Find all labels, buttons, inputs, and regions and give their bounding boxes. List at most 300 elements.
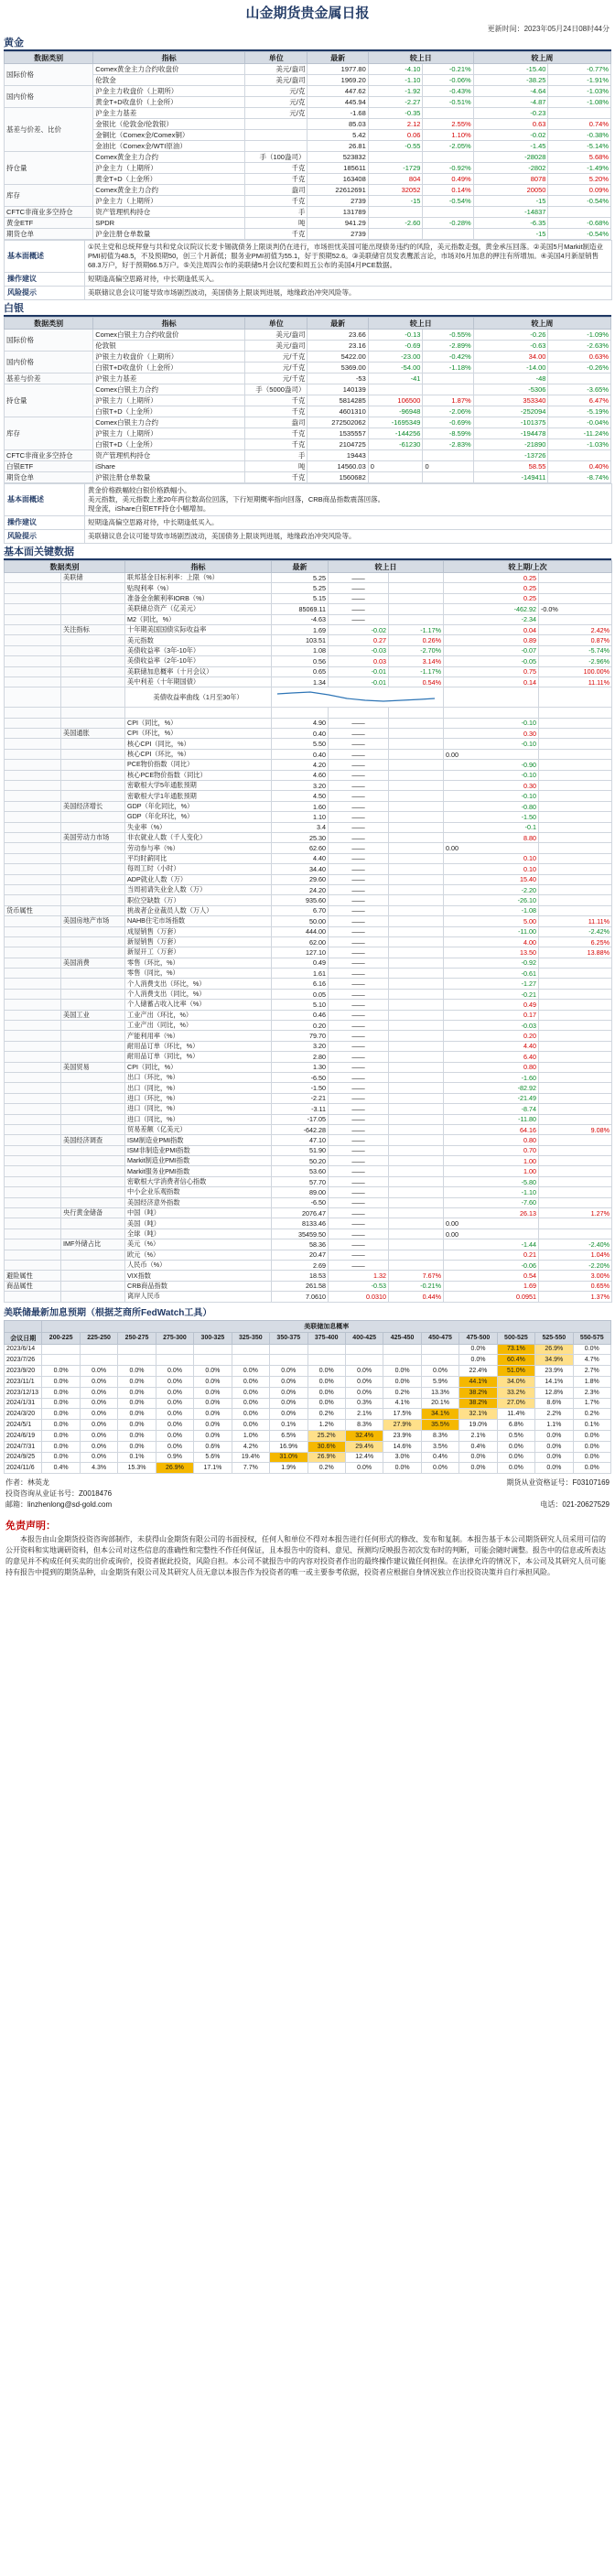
probability-cell: 0.0% bbox=[42, 1430, 80, 1441]
table-row bbox=[5, 1145, 612, 1155]
probability-cell: 0.0% bbox=[308, 1398, 345, 1409]
latest-value: 50.00 bbox=[272, 916, 329, 926]
probability-cell: 0.0% bbox=[459, 1463, 497, 1474]
latest-value: 62.60 bbox=[272, 843, 329, 853]
probability-cell bbox=[308, 1355, 345, 1366]
fedwatch-column-header: 425-450 bbox=[383, 1332, 421, 1344]
latest-value: -1.68 bbox=[308, 108, 368, 119]
indicator-name: 个人消费支出（环比，%） bbox=[125, 979, 272, 989]
email-link[interactable]: 邮箱：linzhenlong@sd-gold.com bbox=[5, 1500, 113, 1510]
subcategory bbox=[61, 1145, 125, 1155]
table-row bbox=[5, 1218, 612, 1228]
category bbox=[5, 573, 61, 583]
week-change-pct: 0.09% bbox=[548, 185, 611, 196]
unit: 美元/盎司 bbox=[244, 341, 308, 352]
latest-value: 3.4 bbox=[272, 822, 329, 832]
category bbox=[5, 781, 61, 791]
fedwatch-column-header: 475-500 bbox=[459, 1332, 497, 1344]
subcategory: 美国工业 bbox=[61, 1010, 125, 1020]
unit: 千克 bbox=[244, 174, 308, 185]
probability-cell: 0.0% bbox=[80, 1452, 117, 1463]
period-change: 0.10 bbox=[444, 864, 539, 874]
week-change: -149411 bbox=[473, 472, 548, 483]
probability-cell: 13.3% bbox=[421, 1387, 459, 1398]
probability-cell: 0.0% bbox=[232, 1398, 269, 1409]
period-change: 1.69 bbox=[444, 1281, 539, 1291]
period-change: -5.80 bbox=[444, 1176, 539, 1186]
probability-cell bbox=[118, 1344, 156, 1355]
probability-cell: 0.4% bbox=[42, 1463, 80, 1474]
period-change: -2.20 bbox=[444, 884, 539, 894]
group-label: 白银ETF bbox=[5, 461, 93, 472]
blank-cell bbox=[444, 687, 539, 708]
indicator-name: 失业率（%） bbox=[125, 822, 272, 832]
probability-cell: 0.0% bbox=[80, 1376, 117, 1387]
day-change-pct: -2.70% bbox=[389, 645, 444, 655]
day-change: —— bbox=[329, 812, 389, 822]
subcategory: 央行黄金储备 bbox=[61, 1208, 125, 1218]
day-change: -1695349 bbox=[368, 417, 423, 428]
indicator-name: 沪银注册仓单数量 bbox=[93, 472, 245, 483]
probability-cell bbox=[383, 1355, 421, 1366]
latest-value: -2.21 bbox=[272, 1093, 329, 1103]
note-label: 基本面概述 bbox=[5, 241, 85, 273]
latest-value: 34.40 bbox=[272, 864, 329, 874]
day-change: -144256 bbox=[368, 428, 423, 439]
latest-value: 5.25 bbox=[272, 583, 329, 593]
subcategory bbox=[61, 884, 125, 894]
table-row bbox=[5, 1156, 612, 1166]
indicator-name: 美国（吨） bbox=[125, 1218, 272, 1228]
day-change: -1.10 bbox=[368, 75, 423, 86]
day-change bbox=[368, 384, 423, 395]
indicator-name: 美债收益率（3年-10年） bbox=[125, 645, 272, 655]
table-row bbox=[5, 843, 612, 853]
latest-value: 25.30 bbox=[272, 832, 329, 842]
probability-cell: 0.0% bbox=[232, 1376, 269, 1387]
subcategory bbox=[61, 822, 125, 832]
day-change: —— bbox=[329, 760, 389, 770]
probability-cell: 0.0% bbox=[459, 1355, 497, 1366]
latest-value: 4.90 bbox=[272, 718, 329, 728]
group-label: 国际价格 bbox=[5, 64, 93, 86]
category bbox=[5, 947, 61, 958]
note-row bbox=[5, 241, 612, 273]
probability-cell: 0.0% bbox=[156, 1420, 193, 1431]
column-header: 最新 bbox=[272, 561, 329, 573]
day-change-pct bbox=[389, 708, 444, 718]
subcategory bbox=[61, 1000, 125, 1010]
latest-value: 1.30 bbox=[272, 1062, 329, 1072]
indicator-name: ISM制造业PMI指数 bbox=[125, 1135, 272, 1145]
period-change: 0.00 bbox=[444, 1218, 539, 1228]
day-change: —— bbox=[329, 936, 389, 947]
subcategory bbox=[61, 936, 125, 947]
category bbox=[5, 1250, 61, 1260]
fedwatch-column-header: 550-575 bbox=[573, 1332, 610, 1344]
category bbox=[5, 832, 61, 842]
category bbox=[5, 666, 61, 676]
subcategory bbox=[61, 1281, 125, 1291]
table-row bbox=[5, 770, 612, 780]
period-change-pct bbox=[539, 1010, 612, 1020]
period-change-pct bbox=[539, 905, 612, 915]
unit: 元/克 bbox=[244, 97, 308, 108]
table-row bbox=[5, 874, 612, 884]
indicator-name: 零售（同比，%） bbox=[125, 969, 272, 979]
indicator-name: 资产管理机构持仓 bbox=[93, 207, 245, 218]
fedwatch-row bbox=[5, 1376, 611, 1387]
latest-value: 1.10 bbox=[272, 812, 329, 822]
day-change: —— bbox=[329, 1083, 389, 1093]
indicator-name: 十年期美国国债实际收益率 bbox=[125, 624, 272, 634]
subcategory bbox=[61, 864, 125, 874]
group-label: CFTC非商业多空持仓 bbox=[5, 207, 93, 218]
day-change-pct bbox=[389, 1176, 444, 1186]
probability-cell bbox=[421, 1344, 459, 1355]
note-label: 操作建议 bbox=[5, 516, 85, 530]
probability-cell: 2.2% bbox=[535, 1409, 573, 1420]
probability-cell: 0.0% bbox=[573, 1430, 610, 1441]
latest-value: 941.29 bbox=[308, 218, 368, 229]
day-change: —— bbox=[329, 1250, 389, 1260]
latest-value: 0.20 bbox=[272, 1021, 329, 1031]
probability-cell bbox=[156, 1355, 193, 1366]
table-row bbox=[5, 406, 611, 417]
probability-cell: 0.0% bbox=[308, 1387, 345, 1398]
day-change: —— bbox=[329, 1031, 389, 1041]
table-row bbox=[5, 656, 612, 666]
table-row bbox=[5, 853, 612, 863]
unit: 元/千克 bbox=[244, 363, 308, 373]
probability-cell: 16.9% bbox=[270, 1441, 308, 1452]
probability-cell: 34.1% bbox=[421, 1409, 459, 1420]
probability-cell: 2.3% bbox=[573, 1387, 610, 1398]
note-row bbox=[5, 287, 612, 300]
unit: 千克 bbox=[244, 395, 308, 406]
category bbox=[5, 979, 61, 989]
subcategory: 美国贸易 bbox=[61, 1062, 125, 1072]
indicator-name: 出口（环比，%） bbox=[125, 1072, 272, 1082]
indicator-name: 美元指数 bbox=[125, 635, 272, 645]
latest-value: 5422.00 bbox=[308, 352, 368, 363]
period-change-pct bbox=[539, 958, 612, 968]
day-change-pct: -0.06% bbox=[423, 75, 473, 86]
category bbox=[5, 801, 61, 811]
day-change: -0.13 bbox=[368, 330, 423, 341]
day-change-pct bbox=[389, 1218, 444, 1228]
note-row bbox=[5, 484, 612, 516]
probability-cell: 0.0% bbox=[459, 1344, 497, 1355]
period-change-pct: -2.96% bbox=[539, 656, 612, 666]
probability-cell: 0.0% bbox=[383, 1376, 421, 1387]
column-header: 较上周 bbox=[473, 318, 610, 330]
fedwatch-row bbox=[5, 1366, 611, 1377]
probability-cell: 0.0% bbox=[497, 1452, 534, 1463]
subcategory bbox=[61, 926, 125, 936]
week-change-pct: -1.03% bbox=[548, 439, 611, 450]
probability-cell: 0.0% bbox=[80, 1366, 117, 1377]
probability-cell: 0.0% bbox=[194, 1398, 232, 1409]
latest-value: 127.10 bbox=[272, 947, 329, 958]
table-row bbox=[5, 781, 612, 791]
probability-cell: 0.0% bbox=[232, 1387, 269, 1398]
table-row bbox=[5, 352, 611, 363]
table-row bbox=[5, 895, 612, 905]
table-row bbox=[5, 163, 611, 174]
unit: 盎司 bbox=[244, 417, 308, 428]
day-change: —— bbox=[329, 729, 389, 739]
blank-cell bbox=[539, 687, 612, 708]
subcategory bbox=[61, 614, 125, 624]
probability-cell: 0.0% bbox=[535, 1441, 573, 1452]
unit bbox=[244, 141, 308, 152]
period-change: 1.00 bbox=[444, 1156, 539, 1166]
period-change: 0.70 bbox=[444, 1145, 539, 1155]
day-change: —— bbox=[329, 864, 389, 874]
probability-cell: 20.1% bbox=[421, 1398, 459, 1409]
day-change-pct: -0.21% bbox=[423, 64, 473, 75]
silver-section-title: 白银 bbox=[4, 302, 611, 317]
table-row bbox=[5, 729, 612, 739]
table-row bbox=[5, 450, 611, 461]
subcategory bbox=[61, 656, 125, 666]
period-change-pct bbox=[539, 1072, 612, 1082]
probability-cell: 22.4% bbox=[459, 1366, 497, 1377]
period-change-pct bbox=[539, 843, 612, 853]
week-change: -13726 bbox=[473, 450, 548, 461]
day-change-pct: -2.05% bbox=[423, 141, 473, 152]
period-change-pct bbox=[539, 969, 612, 979]
probability-cell: 1.9% bbox=[270, 1463, 308, 1474]
probability-cell: 19.0% bbox=[459, 1420, 497, 1431]
yield-curve-line bbox=[277, 692, 435, 701]
indicator-name: 平均时薪同比 bbox=[125, 853, 272, 863]
period-change: 0.00 bbox=[444, 843, 539, 853]
latest-value: 5.50 bbox=[272, 739, 329, 749]
latest-value: 3.20 bbox=[272, 1041, 329, 1051]
probability-cell: 38.2% bbox=[459, 1398, 497, 1409]
probability-cell: 0.0% bbox=[42, 1376, 80, 1387]
day-change: -0.55 bbox=[368, 141, 423, 152]
probability-cell: 2.1% bbox=[345, 1409, 383, 1420]
group-label: 期货仓单 bbox=[5, 472, 93, 483]
report-title: 山金期货贵金属日报 bbox=[245, 5, 370, 21]
latest-value: -642.28 bbox=[272, 1124, 329, 1134]
period-change-pct: 0.87% bbox=[539, 635, 612, 645]
probability-cell: 30.6% bbox=[308, 1441, 345, 1452]
table-row bbox=[5, 832, 612, 842]
day-change-pct bbox=[389, 760, 444, 770]
day-change: —— bbox=[329, 884, 389, 894]
table-row bbox=[5, 461, 611, 472]
probability-cell: 0.0% bbox=[270, 1387, 308, 1398]
indicator-name: 离岸人民币 bbox=[125, 1292, 272, 1302]
latest-value: 1535557 bbox=[308, 428, 368, 439]
table-row bbox=[5, 1271, 612, 1281]
period-change: -11.00 bbox=[444, 926, 539, 936]
day-change-pct bbox=[389, 593, 444, 603]
probability-cell: 0.0% bbox=[80, 1409, 117, 1420]
period-change: 0.30 bbox=[444, 781, 539, 791]
table-row bbox=[5, 472, 611, 483]
week-change-pct: -2.63% bbox=[548, 341, 611, 352]
latest-value: 23.16 bbox=[308, 341, 368, 352]
day-change: —— bbox=[329, 770, 389, 780]
probability-cell: 0.0% bbox=[308, 1376, 345, 1387]
subcategory bbox=[61, 1083, 125, 1093]
week-change: 58.55 bbox=[473, 461, 548, 472]
silver-table bbox=[4, 317, 611, 483]
period-change-pct bbox=[539, 874, 612, 884]
table-row bbox=[5, 373, 611, 384]
day-change: -0.69 bbox=[368, 341, 423, 352]
day-change-pct bbox=[389, 1041, 444, 1051]
probability-cell: 0.0% bbox=[118, 1376, 156, 1387]
day-change-pct: -2.06% bbox=[423, 406, 473, 417]
period-change: 0.17 bbox=[444, 1010, 539, 1020]
period-change-pct bbox=[539, 989, 612, 999]
probability-cell: 1.7% bbox=[573, 1398, 610, 1409]
indicator-name: 密歇根大学1年通胀预期 bbox=[125, 791, 272, 801]
probability-cell: 0.0% bbox=[270, 1366, 308, 1377]
indicator-name: 联邦基金目标利率：上限（%） bbox=[125, 573, 272, 583]
latest-value: 1.60 bbox=[272, 801, 329, 811]
period-change-pct bbox=[539, 1218, 612, 1228]
week-change: -0.02 bbox=[473, 130, 548, 141]
probability-cell: 0.4% bbox=[459, 1441, 497, 1452]
subcategory: 美国消费 bbox=[61, 958, 125, 968]
latest-value: -6.50 bbox=[272, 1197, 329, 1207]
table-row bbox=[5, 363, 611, 373]
indicator-name: 进口（环比，%） bbox=[125, 1093, 272, 1103]
table-row bbox=[5, 905, 612, 915]
period-change: 6.40 bbox=[444, 1052, 539, 1062]
category bbox=[5, 749, 61, 759]
probability-cell: 17.5% bbox=[383, 1409, 421, 1420]
meeting-date: 2023/6/14 bbox=[5, 1344, 42, 1355]
probability-cell: 0.4% bbox=[421, 1452, 459, 1463]
probability-cell: 0.0% bbox=[194, 1430, 232, 1441]
probability-cell: 7.7% bbox=[232, 1463, 269, 1474]
indicator-name: 美元（%） bbox=[125, 1239, 272, 1250]
week-change-pct: 5.68% bbox=[548, 152, 611, 163]
latest-value: 2.69 bbox=[272, 1261, 329, 1271]
probability-cell: 4.7% bbox=[573, 1355, 610, 1366]
day-change-pct bbox=[389, 1093, 444, 1103]
subcategory bbox=[61, 635, 125, 645]
table-row bbox=[5, 979, 612, 989]
column-header: 较上日 bbox=[368, 318, 473, 330]
column-header: 较上周 bbox=[473, 52, 610, 64]
indicator-name: 准备金余额利率IORB（%） bbox=[125, 593, 272, 603]
day-change-pct bbox=[423, 108, 473, 119]
subcategory bbox=[61, 1292, 125, 1302]
subcategory bbox=[61, 1114, 125, 1124]
indicator-name: 耐用品订单（同比，%） bbox=[125, 1052, 272, 1062]
day-change: -4.10 bbox=[368, 64, 423, 75]
probability-cell: 33.2% bbox=[497, 1387, 534, 1398]
indicator-name: Comex黄金主力合约 bbox=[93, 185, 245, 196]
probability-cell: 32.4% bbox=[345, 1430, 383, 1441]
period-change-pct bbox=[539, 1176, 612, 1186]
period-change: 0.54 bbox=[444, 1271, 539, 1281]
probability-cell: 0.0% bbox=[345, 1463, 383, 1474]
day-change-pct: 0.26% bbox=[389, 635, 444, 645]
category bbox=[5, 1062, 61, 1072]
day-change: —— bbox=[329, 614, 389, 624]
gold-table bbox=[4, 51, 611, 240]
meeting-date: 2024/11/6 bbox=[5, 1463, 42, 1474]
day-change-pct bbox=[389, 812, 444, 822]
latest-value: 85.03 bbox=[308, 119, 368, 130]
day-change: -0.01 bbox=[329, 666, 389, 676]
indicator-name: M2（同比，%） bbox=[125, 614, 272, 624]
indicator-name: 美国经济意外指数 bbox=[125, 1197, 272, 1207]
period-change: -0.61 bbox=[444, 969, 539, 979]
table-row bbox=[5, 760, 612, 770]
author: 作者：林英龙 bbox=[5, 1478, 49, 1488]
indicator-name: 沪金主力（上期所） bbox=[93, 196, 245, 207]
day-change: —— bbox=[329, 1052, 389, 1062]
category bbox=[5, 791, 61, 801]
week-change-pct: -1.03% bbox=[548, 86, 611, 97]
subcategory bbox=[61, 989, 125, 999]
latest-value: -4.63 bbox=[272, 614, 329, 624]
day-change: —— bbox=[329, 947, 389, 958]
indicator-name: 零售（环比，%） bbox=[125, 958, 272, 968]
category bbox=[5, 1261, 61, 1271]
table-row bbox=[5, 936, 612, 947]
column-header: 最新 bbox=[308, 52, 368, 64]
meeting-date: 2024/5/1 bbox=[5, 1420, 42, 1431]
week-change: -21890 bbox=[473, 439, 548, 450]
table-row bbox=[5, 624, 612, 634]
day-change: -15 bbox=[368, 196, 423, 207]
period-change-pct bbox=[539, 749, 612, 759]
probability-cell: 19.4% bbox=[232, 1452, 269, 1463]
day-change: 2.12 bbox=[368, 119, 423, 130]
fedwatch-row bbox=[5, 1441, 611, 1452]
subcategory bbox=[61, 739, 125, 749]
probability-cell: 29.4% bbox=[345, 1441, 383, 1452]
fedwatch-row bbox=[5, 1398, 611, 1409]
period-change-pct bbox=[539, 573, 612, 583]
subcategory bbox=[61, 947, 125, 958]
indicator-name: SPDR bbox=[93, 218, 245, 229]
column-header: 单位 bbox=[244, 318, 308, 330]
day-change-pct: -2.83% bbox=[423, 439, 473, 450]
probability-cell: 1.2% bbox=[308, 1420, 345, 1431]
day-change-pct bbox=[423, 229, 473, 240]
week-change-pct bbox=[548, 207, 611, 218]
invest-no: 投资咨询从业证书号：Z0018476 bbox=[5, 1489, 113, 1499]
probability-cell: 0.0% bbox=[573, 1452, 610, 1463]
day-change: —— bbox=[329, 958, 389, 968]
subcategory bbox=[61, 770, 125, 780]
probability-cell: 0.0% bbox=[270, 1376, 308, 1387]
period-change: 64.16 bbox=[444, 1124, 539, 1134]
day-change-pct bbox=[389, 853, 444, 863]
latest-value: 5.42 bbox=[308, 130, 368, 141]
probability-cell: 0.0% bbox=[194, 1387, 232, 1398]
day-change-pct bbox=[389, 1187, 444, 1197]
day-change: —— bbox=[329, 1208, 389, 1218]
probability-cell: 4.3% bbox=[80, 1463, 117, 1474]
category bbox=[5, 1228, 61, 1239]
probability-cell: 23.9% bbox=[383, 1430, 421, 1441]
fedwatch-column-header: 500-525 bbox=[497, 1332, 534, 1344]
